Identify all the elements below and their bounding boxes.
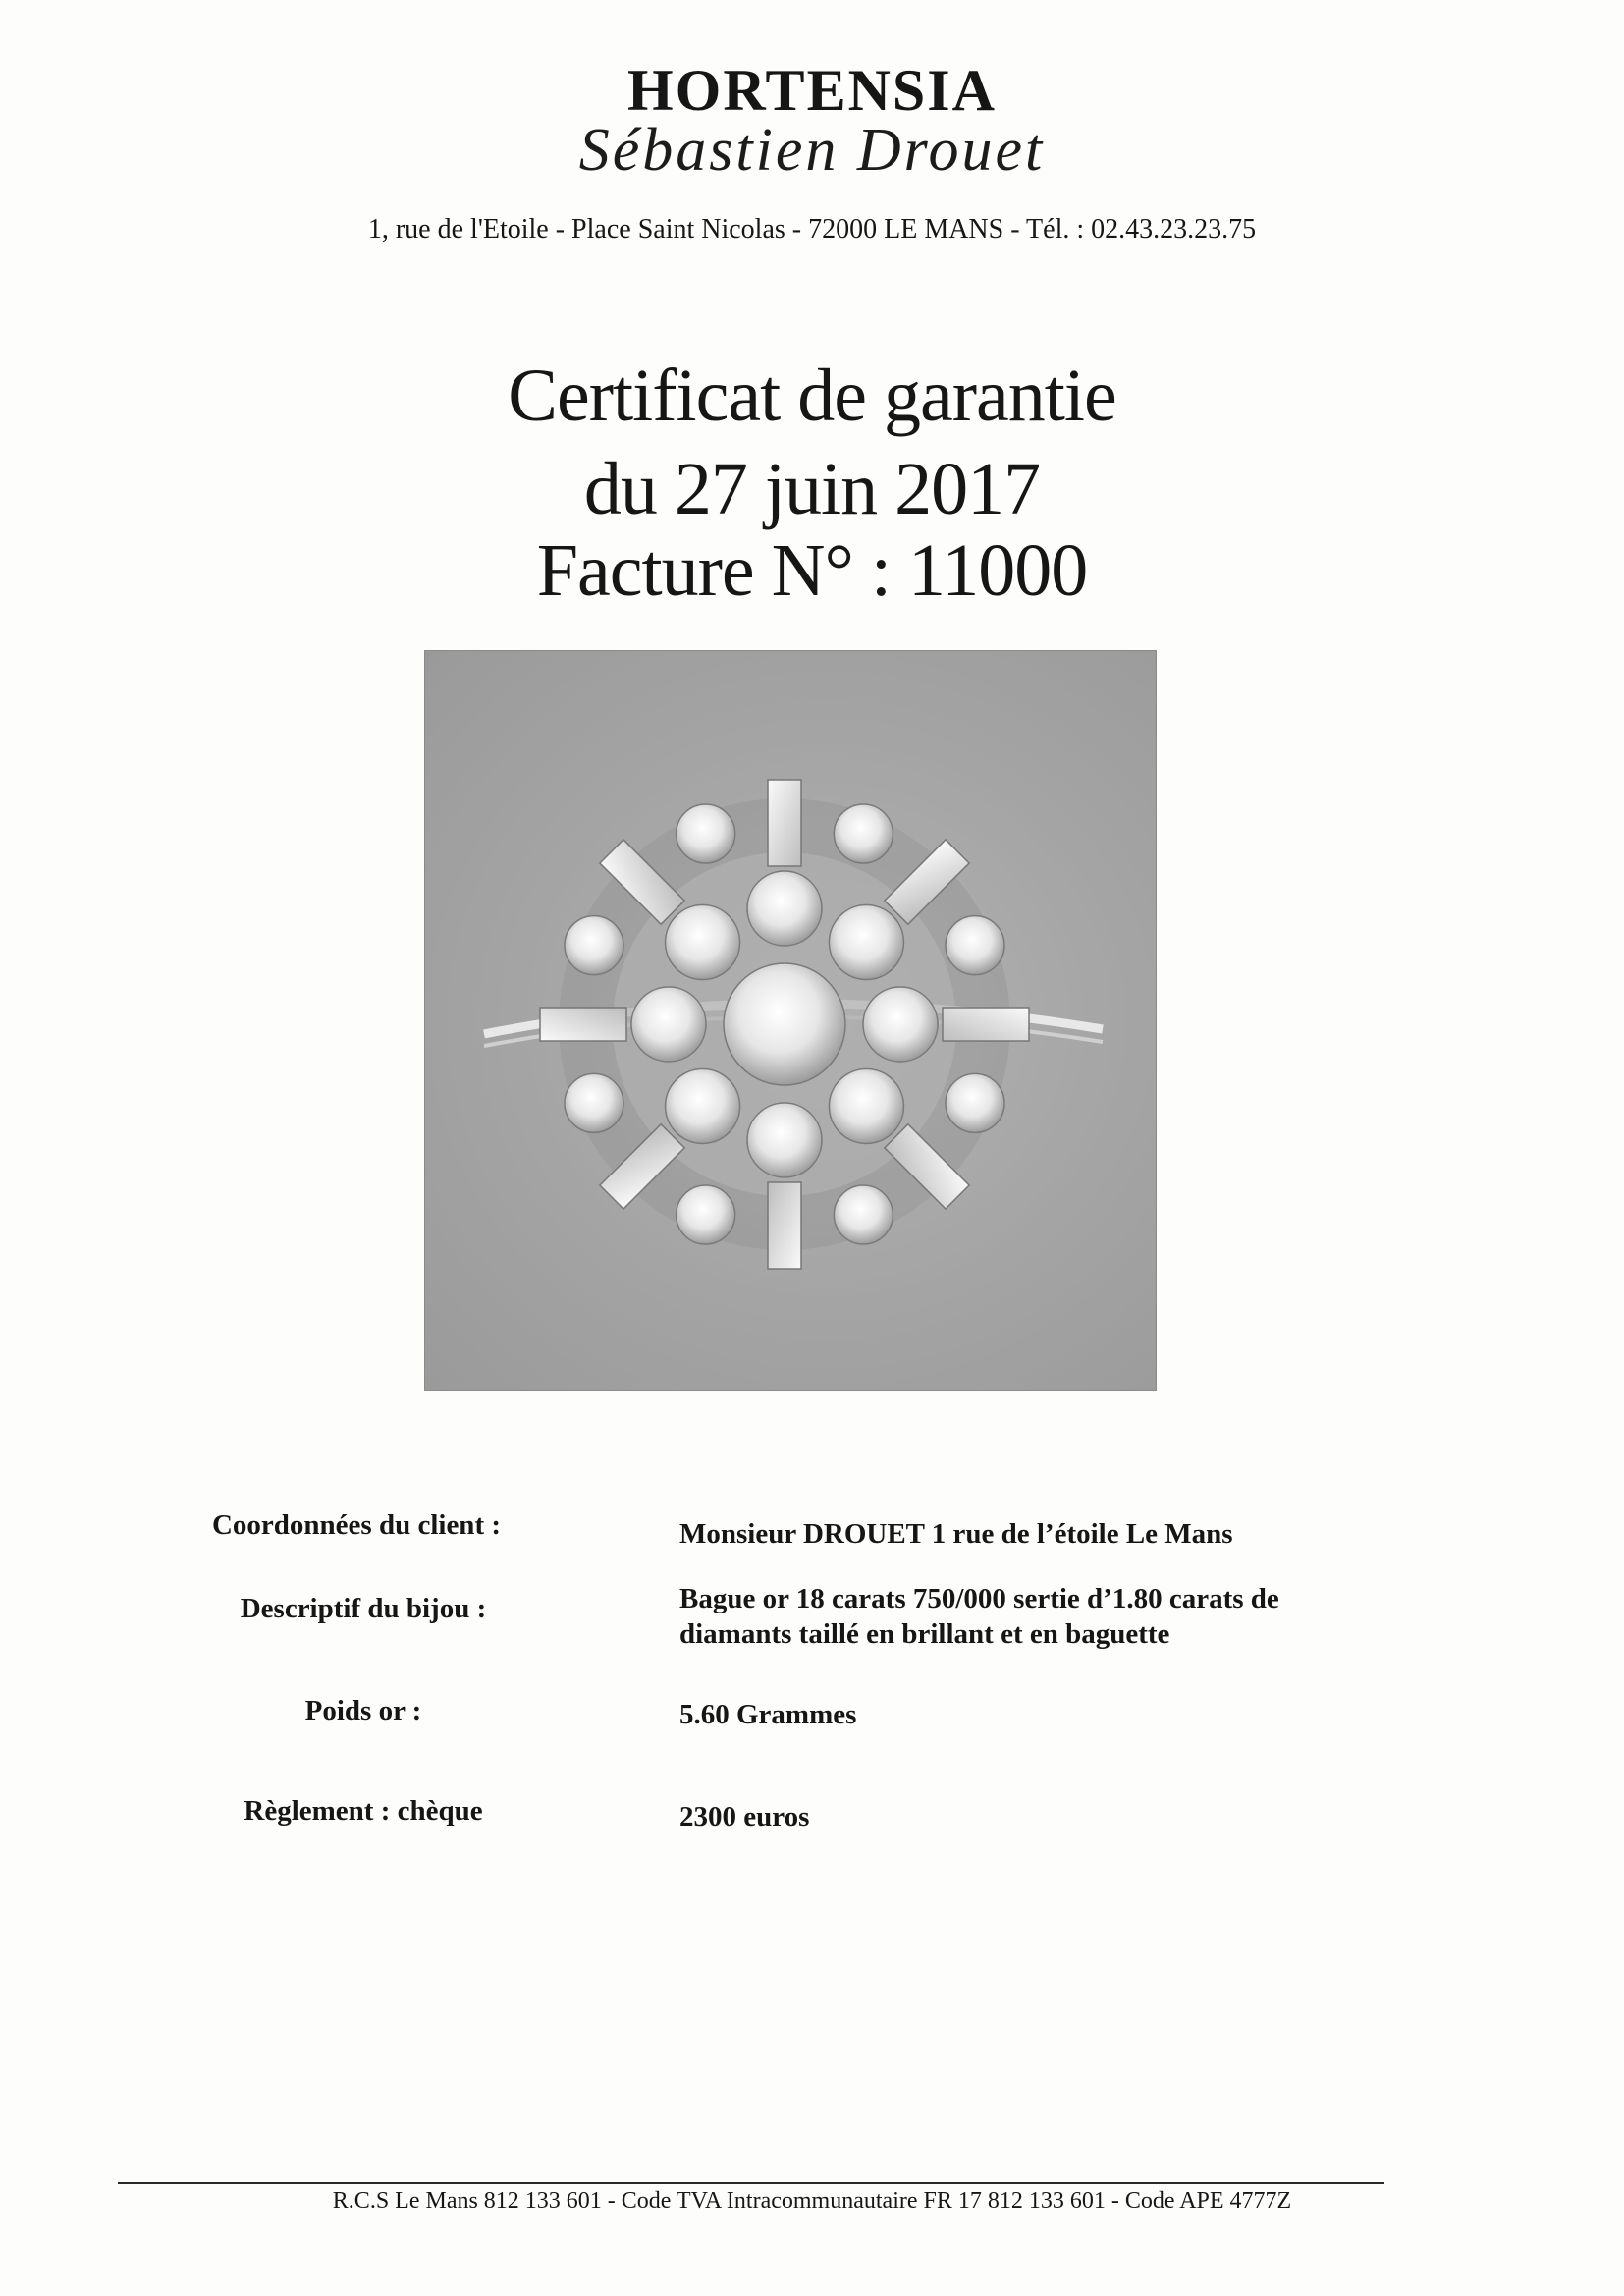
- brilliant-diamond-shape: [829, 1068, 903, 1143]
- weight-label: Poids or :: [304, 1695, 422, 1726]
- payment-label: Règlement : chèque: [244, 1795, 483, 1827]
- brilliant-diamond-shape: [666, 1068, 740, 1143]
- brilliant-diamond-shape: [724, 963, 845, 1085]
- baguette-diamond-shape: [768, 1182, 801, 1269]
- description-value-line1: Bague or 18 carats 750/000 sertie d’1.80 carats de: [679, 1583, 1279, 1614]
- ring-photo: [424, 650, 1157, 1391]
- brilliant-diamond-shape: [834, 1185, 893, 1244]
- brilliant-diamond-shape: [747, 871, 822, 946]
- footer-legal: R.C.S Le Mans 812 133 601 - Code TVA Intracommunautaire FR 17 812 133 601 - Code APE 4777Z: [332, 2188, 1292, 2214]
- footer-divider: [118, 2182, 1384, 2184]
- brand-name: HORTENSIA: [627, 58, 997, 123]
- brilliant-diamond-shape: [829, 905, 903, 980]
- client-value: Monsieur DROUET 1 rue de l’étoile Le Mans: [679, 1518, 1233, 1550]
- brilliant-diamond-shape: [946, 916, 1004, 975]
- brilliant-diamond-shape: [946, 1073, 1004, 1132]
- weight-value: 5.60 Grammes: [679, 1699, 857, 1730]
- description-label: Descriptif du bijou :: [240, 1593, 487, 1624]
- baguette-diamond-shape: [768, 780, 801, 866]
- brilliant-diamond-shape: [677, 804, 735, 863]
- invoice-number: Facture N° : 11000: [536, 529, 1088, 612]
- baguette-diamond-shape: [540, 1008, 626, 1041]
- diamond-ring-image: [425, 651, 1156, 1390]
- brilliant-diamond-shape: [677, 1185, 735, 1244]
- client-label: Coordonnées du client :: [211, 1509, 502, 1541]
- brilliant-diamond-shape: [666, 905, 740, 980]
- brilliant-diamond-shape: [747, 1103, 822, 1177]
- brilliant-diamond-shape: [863, 987, 938, 1062]
- brilliant-diamond-shape: [565, 916, 623, 975]
- brilliant-diamond-shape: [565, 1073, 623, 1132]
- brilliant-diamond-shape: [834, 804, 893, 863]
- baguette-diamond-shape: [943, 1008, 1029, 1041]
- description-value-line2: diamants taillé en brillant et en baguette: [679, 1618, 1170, 1650]
- payment-value: 2300 euros: [679, 1801, 810, 1832]
- brilliant-diamond-shape: [631, 987, 706, 1062]
- certificate-title: Certificat de garantie: [508, 355, 1116, 437]
- signature-logo: Sébastien Drouet: [578, 117, 1046, 184]
- company-address: 1, rue de l'Etoile - Place Saint Nicolas - 72000 LE MANS - Tél. : 02.43.23.23.75: [367, 214, 1257, 245]
- certificate-date: du 27 juin 2017: [583, 448, 1041, 530]
- description-value: [679, 1581, 1367, 1652]
